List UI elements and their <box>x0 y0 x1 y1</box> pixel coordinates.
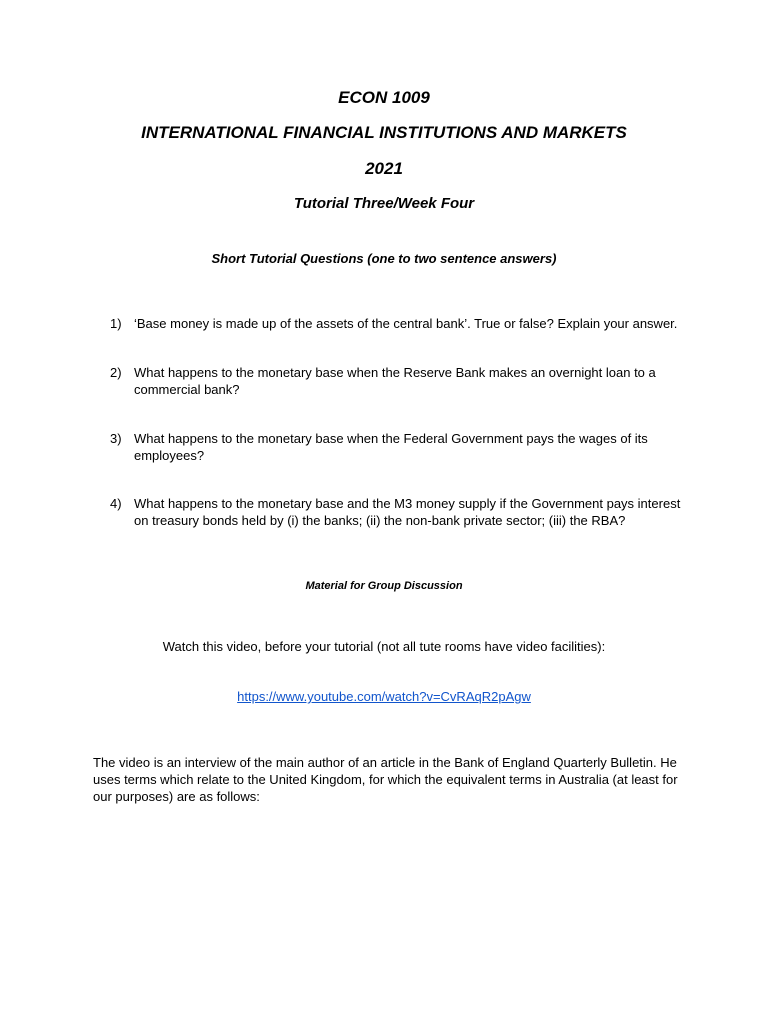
question-item <box>110 495 690 529</box>
question-text: What happens to the monetary base when the Federal Government pays the wages of its employees? <box>134 431 648 463</box>
question-item <box>110 364 690 398</box>
course-year: 2021 <box>365 159 403 178</box>
question-number: 1) <box>110 316 122 331</box>
course-code: ECON 1009 <box>338 88 430 107</box>
group-discussion-heading: Material for Group Discussion <box>305 580 463 592</box>
question-item <box>110 315 690 332</box>
course-title: INTERNATIONAL FINANCIAL INSTITUTIONS AND MARKETS <box>141 123 627 142</box>
question-number: 4) <box>110 496 122 511</box>
question-item <box>110 430 690 464</box>
video-description-paragraph: The video is an interview of the main author of an article in the Bank of England Quarterly Bulletin. He uses terms which relate to the United Kingdom, for which the equivalent terms in Australia (at least for our purposes) are as follows: <box>93 755 678 804</box>
question-number: 2) <box>110 365 122 380</box>
question-text: ‘Base money is made up of the assets of the central bank’. True or false? Explain your answer. <box>134 316 678 331</box>
question-text: What happens to the monetary base when the Reserve Bank makes an overnight loan to a commercial bank? <box>134 365 656 397</box>
question-text: What happens to the monetary base and the M3 money supply if the Government pays interest on treasury bonds held by (i) the banks; (ii) the non-bank private sector; (iii) the RBA? <box>134 496 681 528</box>
question-number: 3) <box>110 431 122 446</box>
short-questions-heading: Short Tutorial Questions (one to two sentence answers) <box>211 251 557 266</box>
tutorial-title: Tutorial Three/Week Four <box>293 195 475 212</box>
video-link-wrapper <box>0 689 768 704</box>
watch-instruction: Watch this video, before your tutorial (not all tute rooms have video facilities): <box>162 639 606 654</box>
video-link[interactable]: https://www.youtube.com/watch?v=CvRAqR2pAgw <box>237 689 531 704</box>
